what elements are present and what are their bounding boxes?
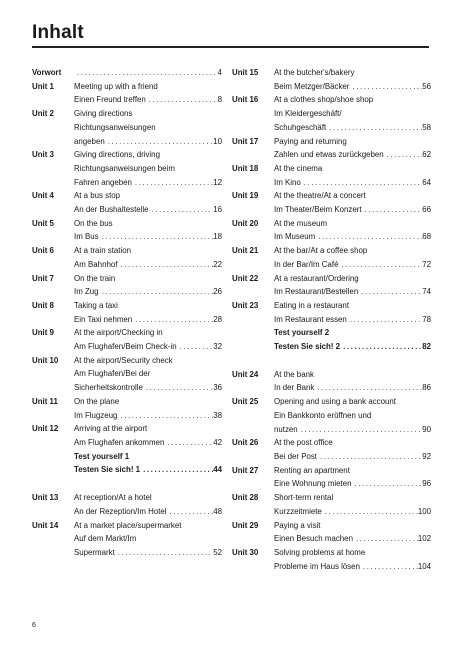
entry-line bbox=[74, 258, 222, 272]
entry-line: At a market place/supermarket bbox=[74, 520, 182, 530]
entry-body bbox=[274, 326, 431, 353]
entry-line: At the bank bbox=[274, 369, 314, 379]
toc-entry bbox=[232, 299, 431, 326]
unit-label: Unit 18 bbox=[232, 163, 259, 173]
leader-line bbox=[74, 66, 222, 80]
unit-label: Unit 27 bbox=[232, 465, 259, 475]
entry-line: Giving directions bbox=[74, 109, 133, 119]
dot-leader bbox=[349, 80, 422, 94]
page-ref: 52 bbox=[213, 547, 222, 557]
entry-line: On the plane bbox=[74, 396, 120, 406]
page-ref: 22 bbox=[213, 259, 222, 269]
toc-entry bbox=[232, 519, 431, 546]
entry-title: Im Theater/Beim Konzert bbox=[274, 205, 362, 215]
entry-body bbox=[274, 464, 431, 491]
toc-entry bbox=[32, 491, 222, 518]
entry-body bbox=[74, 148, 222, 189]
entry-body bbox=[274, 272, 431, 299]
page-ref: 12 bbox=[213, 177, 222, 187]
entry-line: Giving directions, driving bbox=[74, 150, 160, 160]
entry-body bbox=[74, 107, 222, 148]
dot-leader bbox=[164, 436, 213, 450]
page-ref: 72 bbox=[422, 259, 431, 269]
entry-title: Am Flughafen ankommen bbox=[74, 437, 165, 447]
page-ref: 66 bbox=[422, 205, 431, 215]
entry-line: At the airport/Checking in bbox=[74, 328, 163, 338]
entry-line bbox=[274, 285, 431, 299]
entry-line: At reception/At a hotel bbox=[74, 493, 152, 503]
page-ref: 4 bbox=[217, 68, 222, 77]
entry-body bbox=[74, 299, 222, 326]
section-gap bbox=[32, 477, 222, 491]
entry-body bbox=[74, 395, 222, 422]
toc-entry bbox=[32, 189, 222, 216]
unit-label: Unit 10 bbox=[32, 355, 59, 365]
entry-line bbox=[274, 477, 431, 491]
dot-leader bbox=[352, 477, 423, 491]
page-ref: 86 bbox=[422, 383, 431, 393]
page-ref: 38 bbox=[213, 410, 222, 420]
toc-entry bbox=[232, 368, 431, 395]
entry-line bbox=[274, 176, 431, 190]
entry-line bbox=[274, 80, 431, 94]
entry-body bbox=[274, 217, 431, 244]
toc-entry bbox=[232, 189, 431, 216]
entry-line: Auf dem Markt/Im bbox=[74, 534, 137, 544]
entry-body bbox=[74, 66, 222, 80]
unit-label: Unit 14 bbox=[32, 520, 59, 530]
entry-title: Im Restaurant essen bbox=[274, 314, 347, 324]
entry-line: At the museum bbox=[274, 218, 328, 228]
page-ref: 96 bbox=[422, 479, 431, 489]
unit-label: Unit 21 bbox=[232, 246, 259, 256]
toc-entry bbox=[32, 244, 222, 271]
entry-body bbox=[74, 189, 222, 216]
section-gap bbox=[232, 354, 431, 368]
entry-line: At the cinema bbox=[274, 163, 323, 173]
entry-body bbox=[74, 217, 222, 244]
entry-title: An der Bushaltestelle bbox=[74, 205, 149, 215]
entry-body bbox=[274, 66, 431, 93]
dot-leader bbox=[117, 258, 213, 272]
toc-entry bbox=[32, 422, 222, 449]
entry-body bbox=[274, 244, 431, 271]
toc-entry bbox=[32, 395, 222, 422]
unit-label: Unit 1 bbox=[32, 81, 54, 91]
unit-label: Unit 8 bbox=[32, 300, 54, 310]
unit-label: Vorwort bbox=[32, 68, 62, 77]
entry-line: Arriving at the airport bbox=[74, 424, 148, 434]
entry-body bbox=[274, 491, 431, 518]
entry-line: Taking a taxi bbox=[74, 300, 118, 310]
page-ref: 82 bbox=[422, 342, 431, 352]
toc-right-column bbox=[232, 66, 431, 573]
entry-title: Ein Taxi nehmen bbox=[74, 314, 133, 324]
entry-title: In der Bank bbox=[274, 383, 315, 393]
entry-line: Paying and returning bbox=[274, 136, 347, 146]
toc-test-entry bbox=[232, 326, 431, 353]
entry-title: In der Bar/Im Café bbox=[274, 259, 339, 269]
dot-leader bbox=[143, 381, 213, 395]
page-ref: 48 bbox=[213, 506, 222, 516]
dot-leader bbox=[298, 423, 423, 437]
entry-body bbox=[74, 491, 222, 518]
entry-title: Einen Freund treffen bbox=[74, 95, 146, 105]
page-ref: 10 bbox=[213, 136, 222, 146]
unit-label: Unit 30 bbox=[232, 547, 259, 557]
entry-title: Sicherheitskontrolle bbox=[74, 383, 143, 393]
toc-entry bbox=[32, 354, 222, 395]
unit-label: Unit 11 bbox=[32, 396, 58, 406]
page-ref: 100 bbox=[417, 506, 431, 516]
page-ref: 44 bbox=[213, 465, 222, 475]
unit-label: Unit 12 bbox=[32, 424, 59, 434]
title-rule bbox=[32, 46, 429, 48]
entry-line: On the bus bbox=[74, 218, 113, 228]
entry-title: Am Flughafen/Beim Check-in bbox=[74, 342, 177, 352]
entry-line bbox=[274, 340, 431, 354]
entry-line: Solving problems at home bbox=[274, 547, 366, 557]
dot-leader bbox=[353, 532, 418, 546]
dot-leader bbox=[132, 176, 213, 190]
entry-line: At the bar/At a coffee shop bbox=[274, 246, 368, 256]
entry-line: Renting an apartment bbox=[274, 465, 350, 475]
page-ref: 32 bbox=[213, 342, 222, 352]
page-ref: 36 bbox=[213, 383, 222, 393]
entry-body bbox=[274, 546, 431, 573]
entry-body bbox=[274, 299, 431, 326]
entry-line: Test yourself 2 bbox=[274, 328, 330, 338]
entry-title: Probleme im Haus lösen bbox=[274, 561, 360, 571]
entry-body bbox=[74, 450, 222, 477]
unit-label: Unit 15 bbox=[232, 68, 259, 77]
entry-title: Beim Metzger/Bäcker bbox=[274, 81, 350, 91]
dot-leader bbox=[167, 505, 214, 519]
entry-title: Kurzzeitmiete bbox=[274, 506, 322, 516]
dot-leader bbox=[99, 230, 214, 244]
page-ref: 28 bbox=[213, 314, 222, 324]
toc-entry bbox=[32, 326, 222, 353]
unit-label bbox=[32, 450, 74, 477]
entry-title: Testen Sie sich! 2 bbox=[274, 342, 341, 352]
dot-leader bbox=[338, 258, 422, 272]
entry-line bbox=[74, 436, 222, 450]
entry-line: At a bus stop bbox=[74, 191, 121, 201]
toc-entry bbox=[232, 395, 431, 436]
entry-title: Im Flugzeug bbox=[74, 410, 118, 420]
entry-line: Test yourself 1 bbox=[74, 451, 130, 461]
page-number: 6 bbox=[32, 622, 36, 629]
unit-label: Unit 19 bbox=[232, 191, 259, 201]
entry-line: At a restaurant/Ordering bbox=[274, 273, 359, 283]
entry-line bbox=[74, 285, 222, 299]
unit-label: Unit 22 bbox=[232, 273, 259, 283]
unit-label: Unit 26 bbox=[232, 438, 259, 448]
entry-title: An der Rezeption/Im Hotel bbox=[74, 506, 167, 516]
entry-title: Im Restaurant/Bestellen bbox=[274, 287, 359, 297]
entry-title: Testen Sie sich! 1 bbox=[74, 465, 141, 475]
entry-line bbox=[274, 381, 431, 395]
entry-body bbox=[274, 93, 431, 134]
unit-label: Unit 16 bbox=[232, 95, 259, 105]
page-ref: 64 bbox=[422, 177, 431, 187]
page-ref: 8 bbox=[217, 95, 222, 105]
entry-line bbox=[274, 505, 431, 519]
entry-body bbox=[274, 395, 431, 436]
toc-left-column bbox=[32, 66, 222, 560]
entry-line: At the butcher's/bakery bbox=[274, 68, 355, 77]
dot-leader bbox=[347, 313, 422, 327]
page-ref: 56 bbox=[422, 81, 431, 91]
dot-leader bbox=[340, 340, 422, 354]
entry-title: Eine Wohnung mieten bbox=[274, 479, 352, 489]
entry-body bbox=[74, 422, 222, 449]
toc-entry bbox=[232, 135, 431, 162]
entry-title: Im Zug bbox=[74, 287, 99, 297]
entry-line bbox=[274, 423, 431, 437]
entry-line bbox=[74, 505, 222, 519]
entry-line bbox=[274, 121, 431, 135]
unit-label: Unit 28 bbox=[232, 493, 259, 503]
entry-body bbox=[274, 189, 431, 216]
entry-line: Meeting up with a friend bbox=[74, 81, 158, 91]
entry-line bbox=[74, 93, 222, 107]
unit-label bbox=[232, 326, 274, 353]
entry-title: Fahren angeben bbox=[74, 177, 132, 187]
toc-entry bbox=[32, 272, 222, 299]
entry-line: Eating in a restaurant bbox=[274, 300, 350, 310]
entry-body bbox=[274, 368, 431, 395]
dot-leader bbox=[362, 203, 423, 217]
page-title: Inhalt bbox=[32, 22, 84, 43]
entry-line bbox=[274, 258, 431, 272]
entry-body bbox=[74, 80, 222, 107]
dot-leader bbox=[360, 560, 418, 574]
unit-label: Unit 24 bbox=[232, 369, 259, 379]
toc-entry bbox=[232, 436, 431, 463]
entry-line bbox=[274, 230, 431, 244]
entry-title: Im Museum bbox=[274, 232, 316, 242]
entry-title: Supermarkt bbox=[74, 547, 115, 557]
entry-title: Einen Besuch machen bbox=[274, 534, 353, 544]
unit-label: Unit 20 bbox=[232, 218, 259, 228]
unit-label: Unit 2 bbox=[32, 109, 54, 119]
unit-label: Unit 3 bbox=[32, 150, 54, 160]
toc-entry bbox=[232, 244, 431, 271]
toc-test-entry bbox=[32, 450, 222, 477]
entry-line: Richtungsanweisungen beim bbox=[74, 163, 175, 173]
page-ref: 78 bbox=[422, 314, 431, 324]
dot-leader bbox=[326, 121, 422, 135]
entry-line: On the train bbox=[74, 273, 116, 283]
toc-entry bbox=[32, 66, 222, 80]
entry-title: Bei der Post bbox=[274, 451, 317, 461]
page-ref: 62 bbox=[422, 150, 431, 160]
page-ref: 16 bbox=[213, 205, 222, 215]
entry-line: At a train station bbox=[74, 246, 132, 256]
entry-title: Schuhgeschäft bbox=[274, 122, 327, 132]
entry-body bbox=[274, 135, 431, 162]
dot-leader bbox=[115, 546, 213, 560]
page-ref: 18 bbox=[213, 232, 222, 242]
toc-entry bbox=[232, 491, 431, 518]
toc-entry bbox=[232, 162, 431, 189]
entry-title: Im Kino bbox=[274, 177, 301, 187]
entry-line: Am Flughafen/Bei der bbox=[74, 369, 151, 379]
entry-line bbox=[74, 135, 222, 149]
dot-leader bbox=[74, 66, 218, 80]
dot-leader bbox=[117, 409, 213, 423]
toc-entry bbox=[232, 93, 431, 134]
dot-leader bbox=[301, 176, 422, 190]
entry-line: Richtungsanweisungen bbox=[74, 122, 156, 132]
entry-line bbox=[74, 230, 222, 244]
dot-leader bbox=[322, 505, 418, 519]
entry-line bbox=[274, 148, 431, 162]
entry-line bbox=[74, 203, 222, 217]
entry-line: Opening and using a bank account bbox=[274, 397, 396, 407]
entry-body bbox=[74, 326, 222, 353]
entry-body bbox=[74, 244, 222, 271]
page-ref: 104 bbox=[417, 561, 431, 571]
entry-body bbox=[274, 162, 431, 189]
dot-leader bbox=[177, 340, 214, 354]
entry-title: angeben bbox=[74, 136, 105, 146]
dot-leader bbox=[314, 381, 422, 395]
toc-entry bbox=[32, 299, 222, 326]
unit-label: Unit 9 bbox=[32, 328, 54, 338]
entry-line bbox=[74, 176, 222, 190]
dot-leader bbox=[317, 450, 422, 464]
toc-entry bbox=[232, 464, 431, 491]
entry-line: Paying a visit bbox=[274, 520, 321, 530]
page-ref: 74 bbox=[422, 287, 431, 297]
dot-leader bbox=[105, 135, 213, 149]
entry-line: At a clothes shop/shoe shop bbox=[274, 95, 374, 105]
entry-body bbox=[274, 519, 431, 546]
dot-leader bbox=[149, 203, 214, 217]
entry-line bbox=[74, 340, 222, 354]
toc-entry bbox=[32, 107, 222, 148]
toc-entry bbox=[232, 546, 431, 573]
unit-label: Unit 13 bbox=[32, 493, 59, 503]
unit-label: Unit 6 bbox=[32, 246, 54, 256]
entry-line: At the airport/Security check bbox=[74, 355, 173, 365]
dot-leader bbox=[132, 313, 213, 327]
entry-body bbox=[74, 519, 222, 560]
dot-leader bbox=[358, 285, 422, 299]
entry-line bbox=[74, 409, 222, 423]
entry-body bbox=[274, 436, 431, 463]
unit-label: Unit 23 bbox=[232, 300, 259, 310]
entry-line bbox=[274, 532, 431, 546]
toc-entry bbox=[32, 80, 222, 107]
unit-label: Unit 5 bbox=[32, 218, 54, 228]
page-ref: 92 bbox=[422, 451, 431, 461]
entry-line bbox=[74, 381, 222, 395]
entry-body bbox=[74, 272, 222, 299]
entry-line bbox=[274, 560, 431, 574]
page-ref: 58 bbox=[422, 122, 431, 132]
entry-title: nutzen bbox=[274, 424, 298, 434]
page-ref: 68 bbox=[422, 232, 431, 242]
toc-entry bbox=[232, 66, 431, 93]
entry-line: Im Kleidergeschäft/ bbox=[274, 109, 342, 119]
unit-label: Unit 7 bbox=[32, 273, 54, 283]
entry-line: Short-term rental bbox=[274, 493, 334, 503]
page-ref: 26 bbox=[213, 287, 222, 297]
entry-line: Ein Bankkonto eröffnen und bbox=[274, 410, 372, 420]
dot-leader bbox=[99, 285, 214, 299]
toc-entry bbox=[232, 272, 431, 299]
unit-label: Unit 4 bbox=[32, 191, 54, 201]
entry-line bbox=[74, 546, 222, 560]
page-ref: 90 bbox=[422, 424, 431, 434]
unit-label: Unit 17 bbox=[232, 136, 259, 146]
entry-line bbox=[274, 450, 431, 464]
dot-leader bbox=[146, 93, 218, 107]
page-ref: 42 bbox=[213, 437, 222, 447]
dot-leader bbox=[384, 148, 423, 162]
toc-entry bbox=[32, 217, 222, 244]
dot-leader bbox=[140, 463, 213, 477]
entry-line bbox=[74, 463, 222, 477]
page-ref: 102 bbox=[417, 534, 431, 544]
unit-label: Unit 25 bbox=[232, 397, 259, 407]
toc-entry bbox=[32, 148, 222, 189]
toc-entry bbox=[232, 217, 431, 244]
toc-entry bbox=[32, 519, 222, 560]
entry-title: Zahlen und etwas zurückgeben bbox=[274, 150, 384, 160]
entry-line bbox=[274, 203, 431, 217]
entry-title: Am Bahnhof bbox=[74, 259, 118, 269]
entry-title: Im Bus bbox=[74, 232, 99, 242]
entry-body bbox=[74, 354, 222, 395]
entry-line bbox=[274, 313, 431, 327]
entry-line: At the theatre/At a concert bbox=[274, 191, 366, 201]
dot-leader bbox=[315, 230, 422, 244]
entry-line bbox=[74, 313, 222, 327]
entry-line: At the post office bbox=[274, 438, 333, 448]
unit-label: Unit 29 bbox=[232, 520, 259, 530]
